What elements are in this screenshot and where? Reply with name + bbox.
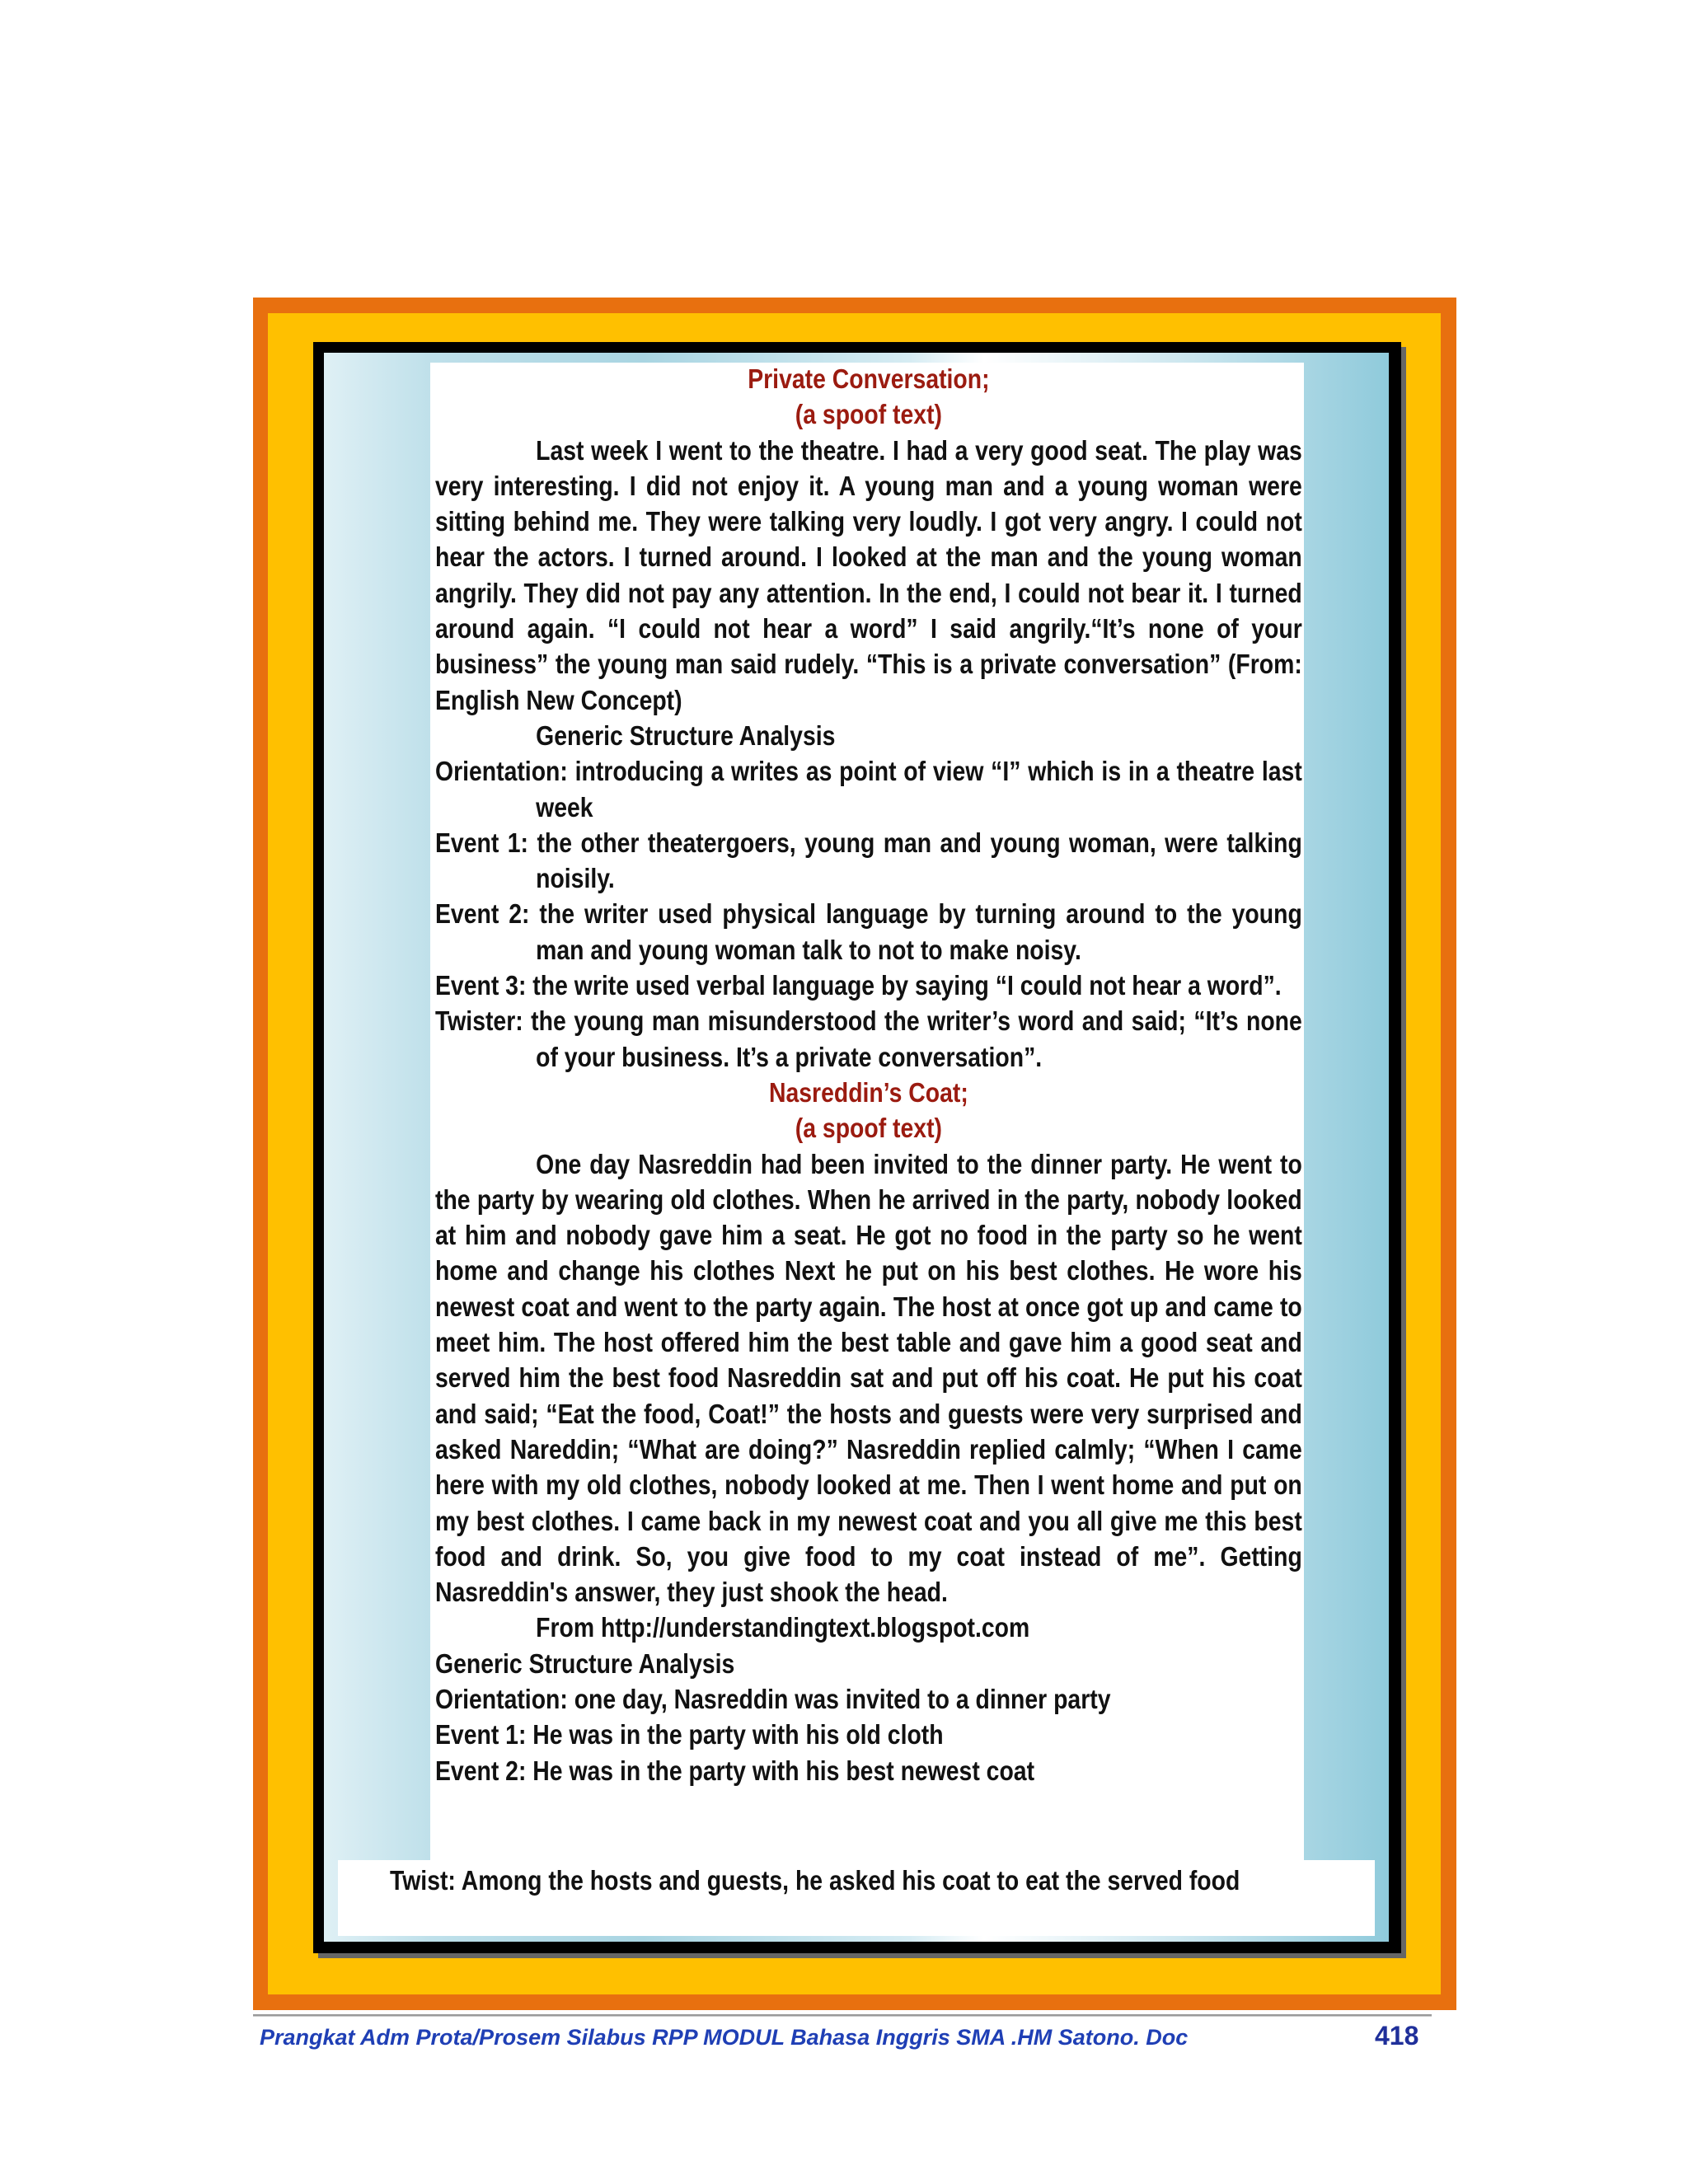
story2-event-1: Event 1: He was in the party with his old cloth [435, 1719, 944, 1750]
story1-analysis-heading: Generic Structure Analysis [536, 719, 836, 751]
story1-title: Private Conversation; [748, 363, 990, 394]
story2-event-2: Event 2: He was in the party with his best newest coat [435, 1755, 1035, 1786]
story2-orientation: Orientation: one day, Nasreddin was invited to a dinner party [435, 1683, 1111, 1714]
page-number: 418 [1375, 2021, 1419, 2050]
story1-twister: Twister: the young man misunderstood the writer’s word and said; “It’s none of your business. It’s a private conversation”. [435, 1005, 1302, 1072]
story2-twist: Twist: Among the hosts and guests, he asked his coat to eat the served food [390, 1865, 1240, 1896]
story1-event-1: Event 1: the other theatergoers, young man and young woman, were talking noisily. [435, 827, 1302, 894]
story2-analysis-heading: Generic Structure Analysis [435, 1647, 735, 1679]
story2-title: Nasreddin’s Coat; [768, 1076, 968, 1108]
story2-paragraph: One day Nasreddin had been invited to the dinner party. He went to the party by wearing old clothes. When he arrived in the party, nobody looked at him and nobody gave him a seat. He got no food in the party so he went home and change his clothes Next he put on his best clothes. He wore his newest coat and went to the party again. The host at once got up and came to meet him. The host offered him the best table and gave him a good seat and served him the best food Nasreddin sat and put off his coat. He put his coat and said; “Eat the food, Coat!” the hosts and guests were very surprised and asked Nareddin; “What are doing?” Nasreddin replied calmly; “When I came here with my old clothes, nobody looked at me. Then I went home and put on my best clothes. I came back in my newest coat and you all give me this best food and drink. So, you give food to my coat instead of me”. Getting Nasreddin's answer, they just shook the head. [435, 1148, 1302, 1608]
story1-orientation: Orientation: introducing a writes as point of view “I” which is in a theatre last week [435, 756, 1302, 823]
story1-event-3: Event 3: the write used verbal language by saying “I could not hear a word”. [435, 970, 1282, 1001]
story2-source: From http://understandingtext.blogspot.com [536, 1612, 1030, 1643]
story1-event-2: Event 2: the writer used physical language by turning around to the young man and young woman talk to not to make noisy. [435, 898, 1302, 965]
footer-document-title: Prangkat Adm Prota/Prosem Silabus RPP MODUL Bahasa Inggris SMA .HM Satono. Doc [260, 2025, 1189, 2050]
page-content [435, 361, 1302, 1788]
footer-divider [253, 2014, 1432, 2017]
story1-subtitle: (a spoof text) [795, 399, 942, 430]
story2-subtitle: (a spoof text) [795, 1113, 942, 1144]
story1-paragraph: Last week I went to the theatre. I had a very good seat. The play was very interesting. I did not enjoy it. A young man and a young woman were sitting behind me. They were talking very loudly. I got very angry. I could not hear the actors. I turned around. I looked at the man and the young woman angrily. They did not pay any attention. In the end, I could not bear it. I turned around again. “I could not hear a word” I said angrily.“It’s none of your business” the young man said rudely. “This is a private conversation” (From: English New Concept) [435, 434, 1302, 715]
